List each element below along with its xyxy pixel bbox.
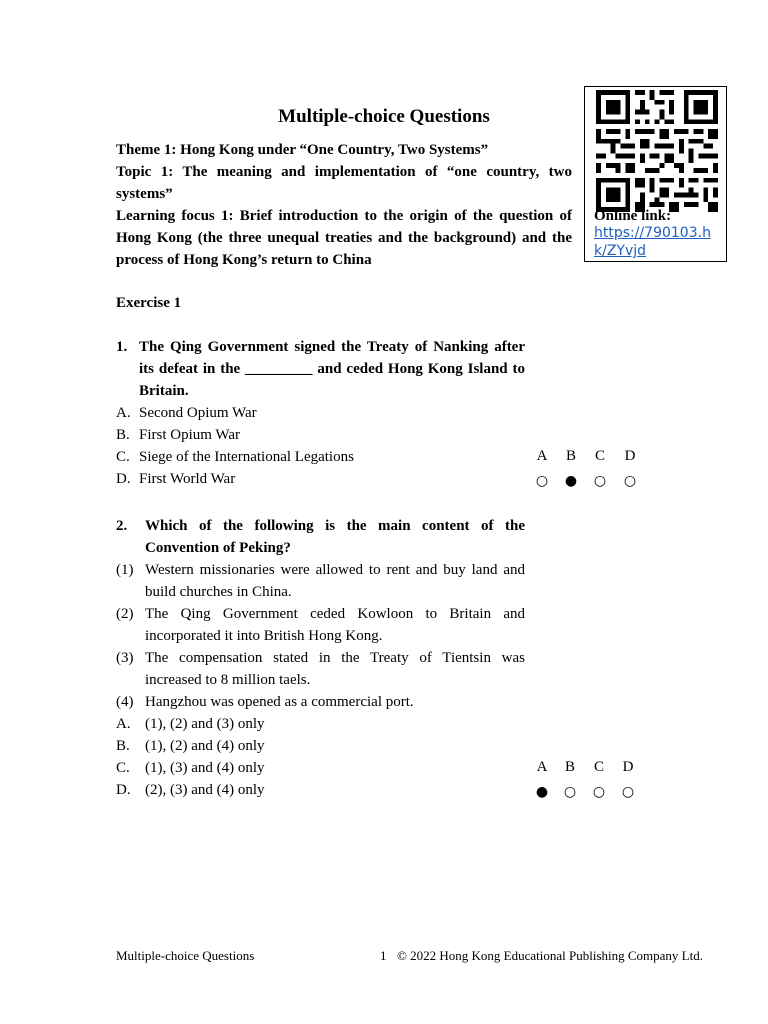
- online-link-url[interactable]: https://790103.hk/ZYvjd: [594, 225, 711, 259]
- answer-bubble-a[interactable]: ●: [535, 784, 549, 800]
- answer-letter: B: [565, 448, 576, 464]
- question-number: 1.: [116, 339, 128, 355]
- footer-title: Multiple-choice Questions: [116, 948, 255, 963]
- option-text: First Opium War: [139, 427, 241, 443]
- learning-focus: Learning focus 1: Brief introduction to the origin of the question of Hong Kong (the three unequal treaties and the background) and the process of Hong Kong’s return to China: [116, 208, 572, 268]
- page-title: Multiple-choice Questions: [278, 106, 490, 127]
- question-stem: Which of the following is the main content of the Convention of Peking?: [145, 518, 525, 556]
- option-text: Siege of the International Legations: [139, 449, 354, 465]
- option-text: (1), (2) and (4) only: [145, 738, 265, 754]
- answer-bubble-b[interactable]: ●: [564, 473, 578, 489]
- answer-bubble-b[interactable]: ○: [563, 784, 577, 800]
- statement-number: (2): [116, 606, 134, 622]
- answer-bubble-d[interactable]: ○: [621, 784, 635, 800]
- option-letter: A.: [116, 716, 131, 732]
- option-letter: D.: [116, 471, 131, 487]
- statement-text: The Qing Government ceded Kowloon to Britain and incorporated it into British Hong Kong.: [145, 606, 525, 644]
- option-letter: B.: [116, 738, 130, 754]
- qr-code: [594, 90, 720, 212]
- topic-heading: Topic 1: The meaning and implementation of “one country, two systems”: [116, 164, 572, 202]
- online-link-box: [584, 86, 727, 262]
- answer-letter: D: [622, 759, 634, 775]
- question-stem: The Qing Government signed the Treaty of Nanking after its defeat in the _________ and ceded Hong Kong Island to Britain.: [139, 339, 525, 399]
- statement-text: The compensation stated in the Treaty of Tientsin was increased to 8 million taels.: [145, 650, 525, 688]
- statement-text: Hangzhou was opened as a commercial port.: [145, 694, 414, 710]
- option-letter: C.: [116, 449, 130, 465]
- answer-letter: C: [593, 759, 604, 775]
- answer-letter: A: [536, 759, 548, 775]
- option-text: (1), (2) and (3) only: [145, 716, 265, 732]
- statement-number: (1): [116, 562, 134, 578]
- answer-bubble-d[interactable]: ○: [623, 473, 637, 489]
- option-letter: C.: [116, 760, 130, 776]
- footer-copyright: © 2022 Hong Kong Educational Publishing Company Ltd.: [397, 948, 703, 963]
- option-letter: B.: [116, 427, 130, 443]
- exercise-heading: Exercise 1: [116, 295, 182, 311]
- online-link-label: Online link:: [594, 208, 672, 224]
- statement-number: (3): [116, 650, 134, 666]
- theme-heading: Theme 1: Hong Kong under “One Country, Two Systems”: [116, 142, 489, 158]
- option-letter: D.: [116, 782, 131, 798]
- answer-letter: C: [594, 448, 605, 464]
- answer-bubble-a[interactable]: ○: [535, 473, 549, 489]
- option-text: (1), (3) and (4) only: [145, 760, 265, 776]
- statement-number: (4): [116, 694, 134, 710]
- option-text: (2), (3) and (4) only: [145, 782, 265, 798]
- answer-letter: D: [624, 448, 636, 464]
- answer-letter: A: [536, 448, 548, 464]
- option-letter: A.: [116, 405, 131, 421]
- option-text: First World War: [139, 471, 236, 487]
- statement-text: Western missionaries were allowed to rent and buy land and build churches in China.: [145, 562, 525, 600]
- answer-bubble-c[interactable]: ○: [593, 473, 607, 489]
- answer-bubble-c[interactable]: ○: [592, 784, 606, 800]
- answer-letter: B: [564, 759, 575, 775]
- option-text: Second Opium War: [139, 405, 257, 421]
- page-number: 1: [380, 948, 387, 963]
- question-number: 2.: [116, 518, 128, 534]
